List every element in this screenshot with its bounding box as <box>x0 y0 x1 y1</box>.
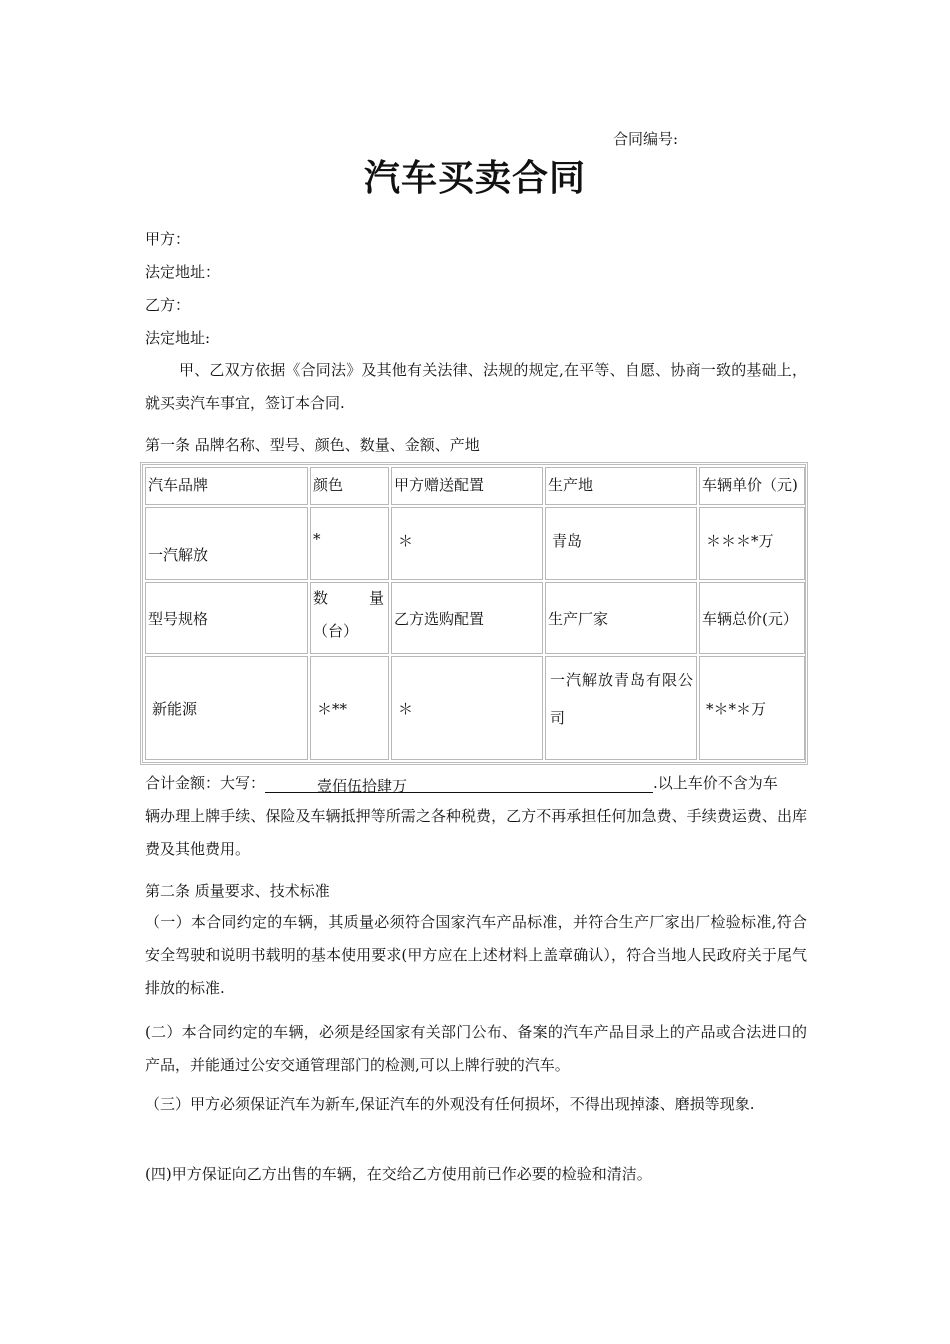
table-row-1 <box>145 507 805 580</box>
table-row-2 <box>145 656 805 760</box>
origin-header: 生产地 <box>545 467 697 505</box>
clause-3: （三）甲方必须保证汽车为新车,保证汽车的外观没有任何损坏，不得出现掉漆、磨损等现象. <box>145 1095 755 1113</box>
total-amount-value: 壹佰伍拾肆万 <box>317 777 408 795</box>
model-header: 型号规格 <box>145 582 308 655</box>
total-amount-underline <box>265 775 653 793</box>
vehicle-table <box>140 462 808 765</box>
quantity-header <box>310 582 389 655</box>
table-header-row-2 <box>145 582 805 655</box>
total-amount-note-start: .以上车价不含为车 <box>653 774 778 792</box>
gift-config-cell: ＊ <box>391 507 543 580</box>
total-amount-line <box>145 772 778 793</box>
unit-price-cell: ＊＊＊*万 <box>699 507 805 580</box>
document-title: 汽车买卖合同 <box>363 158 586 199</box>
clause-2: (二）本合同约定的车辆，必须是经国家有关部门公布、备案的汽车产品目录上的产品或合法进口的产品，并能通过公安交通管理部门的检测,可以上牌行驶的汽车。 <box>145 1023 807 1074</box>
contract-number-label: 合同编号: <box>613 130 679 148</box>
intro-paragraph: 甲、乙双方依据《合同法》及其他有关法律、法规的规定,在平等、自愿、协商一致的基础上，就买卖汽车事宜，签订本合同. <box>145 361 807 412</box>
total-amount-label: 合计金额：大写： <box>145 774 266 792</box>
total-amount-note: 辆办理上牌手续、保险及车辆抵押等所需之各种税费，乙方不再承担任何加急费、手续费运费、出库费及其他费用。 <box>145 807 807 858</box>
total-price-header: 车辆总价(元） <box>699 582 805 655</box>
clause-1: （一）本合同约定的车辆，其质量必须符合国家汽车产品标准，并符合生产厂家出厂检验标准,符合安全驾驶和说明书载明的基本使用要求(甲方应在上述材料上盖章确认），符合当地人民政府关于尾气排放的标准. <box>145 913 807 997</box>
gift-config-header: 甲方赠送配置 <box>391 467 543 505</box>
quantity-cell: ＊** <box>310 656 389 760</box>
unit-price-header: 车辆单价（元) <box>699 467 805 505</box>
color-cell: * <box>310 507 389 580</box>
party-b-label: 乙方： <box>145 296 191 314</box>
origin-cell: 青岛 <box>545 507 697 580</box>
table-header-row-1 <box>145 467 805 505</box>
manufacturer-cell: 一汽解放青岛有限公司 <box>545 656 697 760</box>
party-a-address-label: 法定地址： <box>145 263 221 281</box>
party-a-label: 甲方： <box>145 230 191 248</box>
party-b-address-label: 法定地址: <box>145 329 211 347</box>
model-cell: 新能源 <box>145 656 308 760</box>
manufacturer-header: 生产厂家 <box>545 582 697 655</box>
total-price-cell: *＊*＊万 <box>699 656 805 760</box>
quantity-header-unit: （台） <box>313 621 359 640</box>
quantity-header-part-1: 数 <box>313 588 329 607</box>
article-2-heading: 第二条 质量要求、技术标准 <box>145 882 330 900</box>
article-1-heading: 第一条 品牌名称、型号、颜色、数量、金额、产地 <box>145 436 480 454</box>
brand-cell: 一汽解放 <box>145 507 308 580</box>
brand-header: 汽车品牌 <box>145 467 308 505</box>
buyer-config-header: 乙方选购配置 <box>391 582 543 655</box>
clause-4: (四)甲方保证向乙方出售的车辆，在交给乙方使用前已作必要的检验和清洁。 <box>145 1165 652 1183</box>
buyer-config-cell: ＊ <box>391 656 543 760</box>
color-header: 颜色 <box>310 467 389 505</box>
quantity-header-part-2: 量 <box>368 588 384 607</box>
